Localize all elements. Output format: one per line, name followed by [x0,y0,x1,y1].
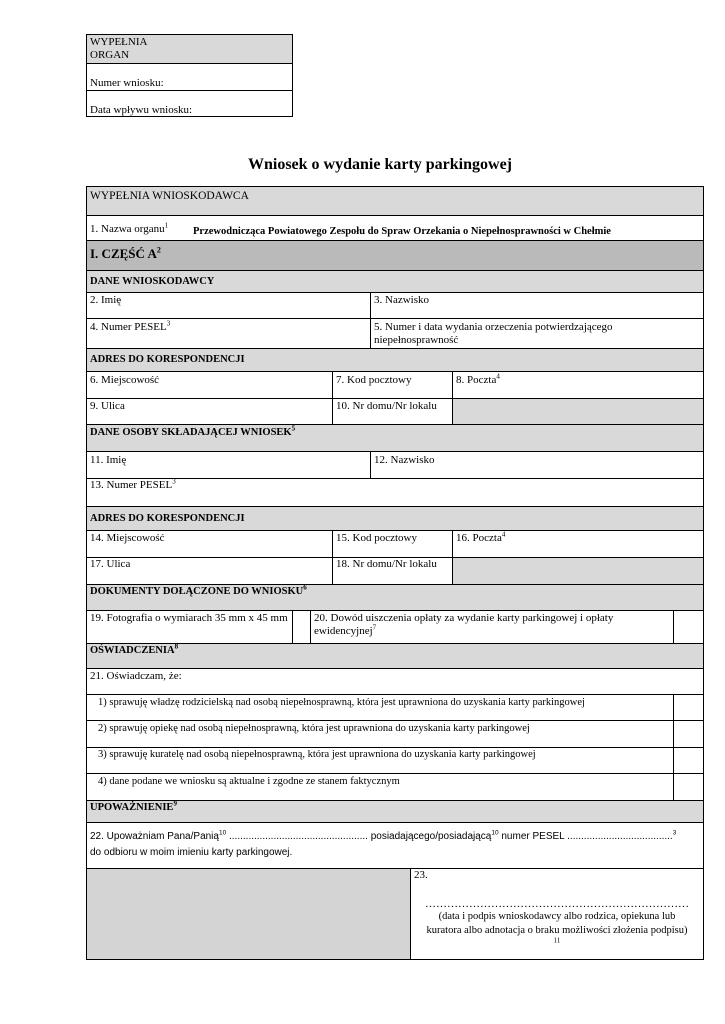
authorization-text: 22. Upoważniam Pana/Panią [90,831,219,842]
authorization-line-1 [90,829,700,845]
signature-field[interactable] [410,869,703,959]
footnote-ref: 2 [156,245,161,255]
submitter-street-row [87,557,703,584]
statement-row [87,694,703,720]
submitter-house-number-field[interactable] [332,558,452,584]
footnote-ref: 8 [174,644,179,651]
footnote-ref: 3 [166,319,171,328]
applicant-street-field[interactable] [87,399,332,424]
statement-row [87,747,703,773]
field-label: 6. Miejscowość [90,374,160,386]
applicant-fills-header-row [87,187,703,215]
applicant-section-row [87,270,703,292]
submitter-pesel-field[interactable] [87,479,703,506]
field-label: 18. Nr domu/Nr lokalu [336,558,437,570]
statement-3-checkbox[interactable] [673,748,703,773]
application-number-label: Numer wniosku: [90,77,164,89]
statement-text: 1) sprawuję władzę rodzicielską nad osobą niepełnosprawną, która jest uprawniona do uzyskania karty parkingowej [98,697,585,708]
footnote-ref: 9 [173,801,177,808]
applicant-city-row [87,371,703,398]
submitter-last-name-field[interactable] [370,452,703,478]
documents-section-row [87,584,703,610]
submitter-street-field[interactable] [87,558,332,584]
field-label: 2. Imię [90,294,122,306]
statement-row [87,773,703,800]
applicant-post-office-field[interactable] [452,372,703,398]
part-a-label: I. CZĘŚĆ A [90,246,157,261]
footnote-ref: 3 [172,479,176,486]
footnote-ref: 5 [291,425,296,433]
statement-text: 4) dane podane we wniosku są aktualne i zgodne ze stanem faktycznym [98,776,400,787]
submitter-city-row [87,530,703,557]
footnote-ref: 4 [496,372,500,381]
signature-dotted-line: ……………………………………………………………… [425,898,689,910]
applicant-address-header: ADRES DO KORESPONDENCJI [90,354,245,365]
submitter-pesel-row [87,478,703,506]
signature-caption-text: kuratora albo adnotacja o braku możliwości złożenia podpisu) [426,925,688,936]
statement-text: 3) sprawuję kuratelę nad osobą niepełnosprawną, która jest uprawniona do uzyskania karty parkingowej [98,749,536,760]
field-label: 7. Kod pocztowy [336,374,412,386]
footnote-ref: 1 [164,221,169,230]
applicant-first-name-field[interactable] [87,293,370,318]
applicant-fills-header: WYPEŁNIA WNIOSKODAWCA [90,190,249,202]
field-label: 9. Ulica [90,400,125,412]
footnote-ref: 4 [501,531,506,539]
field-label: 16. Poczta [456,532,502,544]
field-label: 11. Imię [90,454,127,466]
field-label: 13. Numer PESEL [90,479,173,491]
authority-label: 1. Nazwa organu [90,223,165,235]
part-a-row [87,240,703,270]
submitter-city-field[interactable] [87,531,332,557]
authority-value: Przewodnicząca Powiatowego Zespołu do Spraw Orzekania o Niepełnosprawności w Chełmie [193,226,611,237]
statements-section-row [87,643,703,668]
applicant-postal-code-field[interactable] [332,372,452,398]
fee-proof-label-cell [310,611,673,643]
documents-row [87,610,703,643]
submitter-name-row [87,451,703,478]
application-form-table [86,186,704,960]
shaded-cell [452,399,703,424]
part-a-heading [87,241,703,270]
section-title: OŚWIADCZENIA [90,645,175,656]
applicant-pesel-row [87,318,703,348]
submitter-first-name-field[interactable] [87,452,370,478]
footnote-ref: 10 [218,829,227,837]
field-label: 10. Nr domu/Nr lokalu [336,400,437,412]
application-number-field[interactable] [87,63,292,90]
authorization-section-header [87,801,703,822]
organ-box [86,34,293,117]
field-label: 4. Numer PESEL [90,321,167,333]
signature-number: 23. [414,869,428,881]
organ-box-header-text: WYPEŁNIA ORGAN [90,36,147,61]
statements-intro-row [87,668,703,694]
signature-row [87,868,703,959]
statement-1-checkbox[interactable] [673,695,703,720]
field-label: 8. Poczta [456,374,497,386]
statement-2-checkbox[interactable] [673,721,703,747]
submitter-address-header: ADRES DO KORESPONDENCJI [90,513,245,524]
applicant-address-section-row [87,348,703,371]
signature-caption-line-2 [411,924,703,952]
footnote-ref: 11 [553,936,561,945]
shaded-cell [452,558,703,584]
submitter-post-office-field[interactable] [452,531,703,557]
statement-row [87,720,703,747]
authorization-row [87,822,703,868]
applicant-city-field[interactable] [87,372,332,398]
statement-4-checkbox[interactable] [673,774,703,800]
applicant-name-row [87,292,703,318]
field-label: 12. Nazwisko [374,454,435,466]
field-label: 17. Ulica [90,558,131,570]
authority-row [87,215,703,240]
footnote-ref: 7 [372,623,377,632]
authorization-line-2: do odbioru w moim imieniu karty parkingowej. [90,847,293,858]
footnote-ref: 3 [672,829,677,837]
authorization-field[interactable] [87,823,703,868]
statement-text: 2) sprawuję opiekę nad osobą niepełnosprawną, która jest uprawniona do uzyskania karty parkingowej [98,723,530,734]
field-label: 14. Miejscowość [90,532,165,544]
field-label: 5. Numer i data wydania orzeczenia potwierdzającego niepełnosprawność [374,321,613,346]
signature-caption-line-1: (data i podpis wnioskodawcy albo rodzica, opiekuna lub [438,911,676,922]
submitter-postal-code-field[interactable] [332,531,452,557]
statements-intro: 21. Oświadczam, że: [90,670,182,682]
submitter-section-header [87,425,703,451]
fee-proof-checkbox[interactable] [673,611,703,643]
submitter-address-section-row [87,506,703,530]
authorization-section-row [87,800,703,822]
photo-document-label-cell [87,611,292,643]
organ-box-header [87,35,292,63]
section-title: DOKUMENTY DOŁĄCZONE DO WNIOSKU [90,586,304,597]
applicant-street-row [87,398,703,424]
authorization-text: .................................................. posiadającego/posiadającą [229,831,492,842]
receipt-date-label: Data wpływu wniosku: [90,104,193,116]
applicant-house-number-field[interactable] [332,399,452,424]
documents-section-header [87,585,703,610]
footnote-ref: 6 [303,585,307,592]
field-label: 15. Kod pocztowy [336,532,417,544]
field-label: 3. Nazwisko [374,294,429,306]
authorization-text: numer PESEL ...................................... [501,831,673,842]
applicant-section-header: DANE WNIOSKODAWCY [90,276,215,287]
submitter-section-row [87,424,703,451]
signature-caption [411,910,703,952]
authority-field [87,216,703,240]
section-title: UPOWAŻNIENIE [90,802,174,813]
statements-section-header [87,644,703,668]
shaded-cell [87,869,410,959]
field-label: 19. Fotografia o wymiarach 35 mm x 45 mm [90,612,288,624]
footnote-ref: 10 [491,829,499,837]
applicant-last-name-field[interactable] [370,293,703,318]
disability-certificate-field[interactable] [370,319,703,348]
receipt-date-field[interactable] [87,90,292,116]
section-title: DANE OSOBY SKŁADAJĄCEJ WNIOSEK [90,427,292,438]
fee-proof-text: 20. Dowód uiszczenia opłaty za wydanie karty parkingowej i opłaty ewidencyjnej [314,612,614,637]
photo-document-checkbox[interactable] [292,611,310,643]
field-label [314,612,619,638]
document-title: Wniosek o wydanie karty parkingowej [247,156,513,173]
applicant-pesel-field[interactable] [87,319,370,348]
